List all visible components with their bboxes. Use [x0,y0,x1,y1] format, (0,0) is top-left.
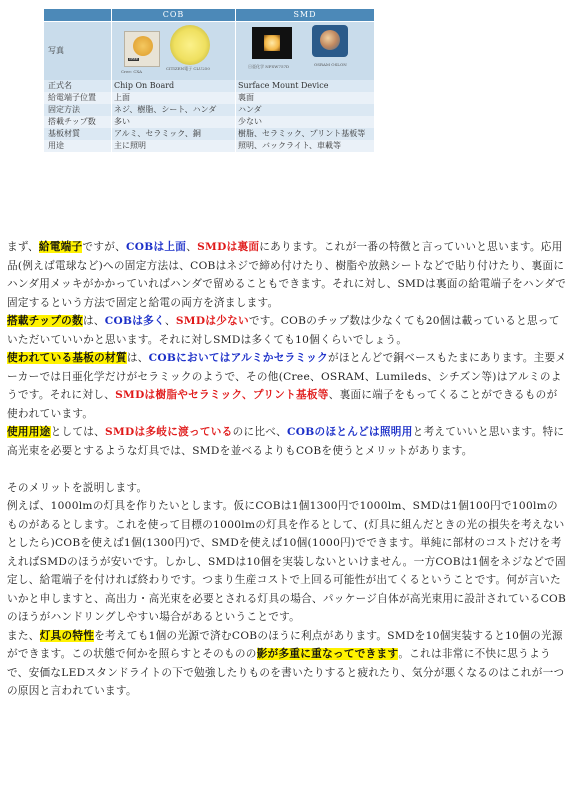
header-smd: SMD [236,9,375,22]
table-row [44,140,375,152]
emphasis-blue: COBは多く [104,315,165,327]
cob-photos-cell [112,22,236,81]
highlight-text: 搭載チップの数 [7,315,83,327]
row-label: 用途 [44,140,112,152]
row-label: 固定方法 [44,104,112,116]
row-label: 給電端子位置 [44,92,112,104]
table-row [44,104,375,116]
table-row [44,116,375,128]
emphasis-blue: COBのほとんどは照明用 [287,426,413,438]
smd-cell: ハンダ [236,104,375,116]
row-label: 搭載チップ数 [44,116,112,128]
table-row-photo [44,22,375,81]
paragraph-cost-example: 例えば、1000lmの灯具を作りたいとします。仮にCOBは1個1300円で1000lm、SMDは1個100円で100lmのものがあるとします。これを使って目標の1000lmの灯具を作るとして、(灯具に組んだときの光の損失を考えないとしたら)COBを使えば1個(1300円)で、SMDを使えば10個(1000円)でできます。単純に部材のコストだけを考えればSMDのほうが安いです。しかし、SMDは10個を実装しないといけません。一方COBは1個をネジなどで固定し、給電端子を付ければ終わりです。つまり生産コストで上回る可能性が出てくるということです。何が言いたいかと申しますと、高出力・高光束を必要とされる灯具の場合、パッケージ自体が高光束用に設計されているCOBのほうがハンドリングしやすい場合があるということです。 [7,500,567,623]
paragraph-merit-intro: そのメリットを説明します。 [7,481,148,494]
photo-caption: Cree: CXA [121,69,142,74]
highlight-text: 給電端子 [38,241,83,253]
cob-cell: Chip On Board [112,80,236,92]
paragraph-substrate: 使われている基板の材質は、COBにおいてはアルミかセラミックがほとんどで銅ベースもたまにあります。主要メーカーでは日亜化学だけがセラミックのようで、その他(Cree、OSRAM、Lumileds、シチズン等)はアルミのようです。それに対し、SMDは樹脂やセラミック、プリント基板等、裏面に端子をもってくることができるものが使われています。 [7,352,567,420]
table-header-row [44,9,375,22]
paragraph-chip-count: 搭載チップの数は、COBは多く、SMDは少ないです。COBのチップ数は少なくても20個は載っていると思っていただいていいかと思います。それに対しSMDは多くても10個くらいでしょう。 [7,315,560,346]
row-label: 基板材質 [44,128,112,140]
cob-cell: 上面 [112,92,236,104]
smd-chip-nichia-icon [248,27,292,69]
highlight-text: 使われている基板の材質 [7,352,127,364]
paragraph-light-quality: また、灯具の特性を考えても1個の光源で済むCOBのほうに利点があります。SMDを10個実装すると10個の光源ができます。この状態で何かを照らすとそのものの影が多重に重なってできます。これは非常に不快に思うようで、安価なLEDスタンドライトの下で勉強したりものを書いたりすると疲れたり、気分が悪くなるのはこれが一つの原因と言われています。 [7,629,565,697]
cob-cell: 主に照明 [112,140,236,152]
smd-cell: Surface Mount Device [236,80,375,92]
highlight-text: 影が多重に重なってできます [256,648,399,660]
smd-cell: 照明、バックライト、車載等 [236,140,375,152]
smd-cell: 裏面 [236,92,375,104]
cob-cell: ネジ、樹脂、シート、ハンダ [112,104,236,116]
smd-cell: 樹脂、セラミック、プリント基板等 [236,128,375,140]
emphasis-blue: COBは上面 [126,241,187,253]
smd-photos-cell [236,22,375,81]
cob-chip-citizen-icon [166,25,210,71]
paragraph-usage: 使用用途としては、SMDは多岐に渡っているのに比べ、COBのほとんどは照明用と考えていいと思います。特に高光束を必要とするような灯具では、SMDを並べるよりもCOBを使うとメリットがあります。 [7,426,565,457]
smd-chip-osram-icon [312,25,348,67]
emphasis-red: SMDは樹脂やセラミック、プリント基板等 [115,389,329,401]
row-label: 正式名 [44,80,112,92]
table-row [44,128,375,140]
emphasis-blue: COBにおいてはアルミかセラミック [148,352,329,364]
photo-caption: OSRAM OSLON [314,62,347,67]
cob-cell: 多い [112,116,236,128]
photo-caption: CITIZEN電子 CLU250 [166,66,210,71]
photo-caption: 日亜化学 NFSW757D [248,64,290,69]
article-body [7,238,567,701]
row-label-photo: 写真 [44,22,112,81]
highlight-text: 使用用途 [7,426,51,438]
smd-cell: 少ない [236,116,375,128]
cob-cell: アルミ、セラミック、銅 [112,128,236,140]
table-row [44,92,375,104]
paragraph-terminal-position: まず、給電端子ですが、COBは上面、SMDは裏面にあります。これが一番の特徴と言っていいと思います。応用品(例えば電球など)への固定方法は、COBはネジで締め付けたり、樹脂や放熱シートなどで貼り付けたり、裏面にハンダ用メッキがかかっていればハンダで留めることもできます。それに対し、SMDは裏面の給電端子をハンダで固定するという方法で固定と給電の両方を済まします。 [7,241,567,309]
highlight-text: 灯具の特性 [39,629,95,642]
comparison-table [43,8,375,152]
header-blank [44,9,112,22]
emphasis-red: SMDは少ない [175,315,249,327]
emphasis-red: SMDは多岐に渡っている [105,426,233,438]
cob-chip-cree-icon: CREE Cree: CXA [124,31,160,67]
header-cob: COB [112,9,236,22]
table-row [44,80,375,92]
emphasis-red: SMDは裏面 [197,241,260,253]
